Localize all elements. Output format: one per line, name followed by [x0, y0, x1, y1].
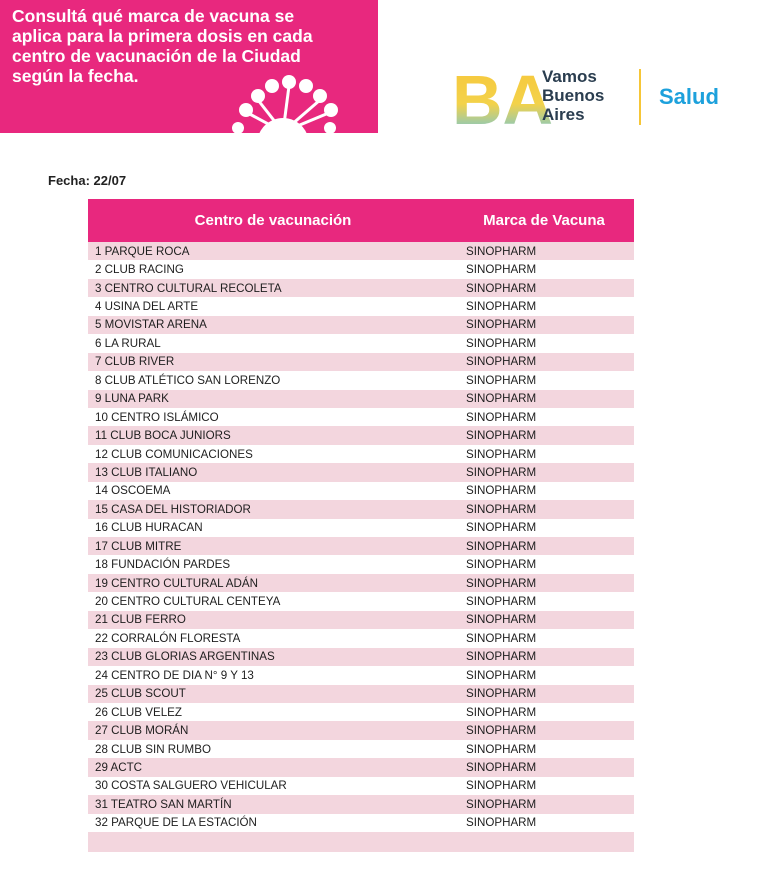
- cell-centro: 23 CLUB GLORIAS ARGENTINAS: [95, 650, 275, 664]
- table-row: [88, 445, 634, 463]
- cell-centro: 18 FUNDACIÓN PARDES: [95, 558, 231, 572]
- info-banner: [0, 0, 378, 133]
- cell-centro: 29 ACTC: [95, 760, 143, 774]
- cell-centro: 9 LUNA PARK: [95, 392, 169, 406]
- logo-word-buenos: Buenos: [542, 86, 605, 105]
- cell-centro: 14 OSCOEMA: [95, 484, 171, 498]
- cell-marca: SINOPHARM: [466, 687, 537, 701]
- cell-centro: 10 CENTRO ISLÁMICO: [95, 410, 219, 424]
- cell-marca: SINOPHARM: [466, 355, 537, 369]
- cell-marca: SINOPHARM: [466, 760, 537, 774]
- header-centro: Centro de vacunación: [194, 212, 352, 229]
- cell-marca: SINOPHARM: [466, 465, 537, 479]
- cell-centro: 27 CLUB MORÁN: [95, 724, 189, 738]
- table-row: [88, 500, 634, 518]
- cell-centro: 30 COSTA SALGUERO VEHICULAR: [95, 779, 287, 793]
- cell-centro: 11 CLUB BOCA JUNIORS: [95, 429, 231, 443]
- table-row: [88, 334, 634, 352]
- table-row: [88, 666, 634, 684]
- cell-centro: 6 LA RURAL: [95, 336, 161, 350]
- cell-centro: 17 CLUB MITRE: [95, 539, 182, 553]
- table-row: [88, 426, 634, 444]
- cell-centro: 1 PARQUE ROCA: [95, 244, 190, 258]
- table-row: [88, 740, 634, 758]
- ba-logo-mark: [452, 61, 554, 139]
- table-row: [88, 777, 634, 795]
- cell-marca: SINOPHARM: [466, 558, 537, 572]
- table-body: [88, 242, 634, 832]
- cell-centro: 16 CLUB HURACAN: [95, 521, 203, 535]
- cell-centro: 12 CLUB COMUNICACIONES: [95, 447, 253, 461]
- cell-marca: SINOPHARM: [466, 521, 537, 535]
- cell-marca: SINOPHARM: [466, 724, 537, 738]
- cell-centro: 8 CLUB ATLÉTICO SAN LORENZO: [95, 373, 281, 387]
- table-row: [88, 758, 634, 776]
- cell-marca: SINOPHARM: [466, 595, 537, 609]
- cell-marca: SINOPHARM: [466, 281, 537, 295]
- cell-centro: 19 CENTRO CULTURAL ADÁN: [95, 576, 258, 590]
- table-row: [88, 390, 634, 408]
- cell-marca: SINOPHARM: [466, 539, 537, 553]
- table-row: [88, 721, 634, 739]
- table-row: [88, 371, 634, 389]
- cell-centro: 21 CLUB FERRO: [95, 613, 186, 627]
- table-row: [88, 703, 634, 721]
- cell-marca: SINOPHARM: [466, 705, 537, 719]
- table-row: [88, 611, 634, 629]
- table-row: [88, 537, 634, 555]
- cell-centro: 22 CORRALÓN FLORESTA: [95, 631, 241, 645]
- table-row: [88, 592, 634, 610]
- table-row: [88, 353, 634, 371]
- cell-centro: 2 CLUB RACING: [95, 263, 184, 277]
- table-row: [88, 408, 634, 426]
- table-row: [88, 316, 634, 334]
- table-row: [88, 242, 634, 260]
- cell-marca: SINOPHARM: [466, 779, 537, 793]
- cell-marca: SINOPHARM: [466, 650, 537, 664]
- cell-marca: SINOPHARM: [466, 613, 537, 627]
- table-row: [88, 629, 634, 647]
- cell-centro: 13 CLUB ITALIANO: [95, 465, 198, 479]
- cell-centro: 31 TEATRO SAN MARTÍN: [95, 797, 232, 811]
- ba-logo-letters: BA: [452, 61, 554, 139]
- cell-centro: 32 PARQUE DE LA ESTACIÓN: [95, 816, 257, 830]
- banner-text: Consultá qué marca de vacuna se aplica para la primera dosis en cada centro de vacunación de la Ciudad según la fecha.: [12, 6, 313, 86]
- cell-centro: 4 USINA DEL ARTE: [95, 300, 199, 314]
- cell-marca: SINOPHARM: [466, 244, 537, 258]
- table-empty-row: [88, 832, 634, 852]
- table-row: [88, 648, 634, 666]
- cell-marca: SINOPHARM: [466, 668, 537, 682]
- table-row: [88, 685, 634, 703]
- table-row: [88, 519, 634, 537]
- cell-marca: SINOPHARM: [466, 300, 537, 314]
- table-header: [88, 199, 634, 242]
- logo-salud: Salud: [659, 84, 719, 109]
- cell-centro: 3 CENTRO CULTURAL RECOLETA: [95, 281, 282, 295]
- cell-centro: 28 CLUB SIN RUMBO: [95, 742, 211, 756]
- cell-marca: SINOPHARM: [466, 484, 537, 498]
- vaccination-table: [88, 199, 634, 852]
- cell-centro: 26 CLUB VELEZ: [95, 705, 182, 719]
- cell-marca: SINOPHARM: [466, 429, 537, 443]
- table-row: [88, 463, 634, 481]
- date-label: Fecha: 22/07: [48, 173, 127, 188]
- table-row: [88, 482, 634, 500]
- cell-centro: 24 CENTRO DE DIA N° 9 Y 13: [95, 668, 254, 682]
- table-row: [88, 795, 634, 813]
- table-row: [88, 814, 634, 832]
- cell-marca: SINOPHARM: [466, 410, 537, 424]
- table-row: [88, 279, 634, 297]
- cell-centro: 7 CLUB RIVER: [95, 355, 175, 369]
- cell-marca: SINOPHARM: [466, 797, 537, 811]
- cell-marca: SINOPHARM: [466, 502, 537, 516]
- cell-marca: SINOPHARM: [466, 742, 537, 756]
- logo-word-vamos: Vamos: [542, 67, 597, 86]
- cell-marca: SINOPHARM: [466, 576, 537, 590]
- cell-centro: 5 MOVISTAR ARENA: [95, 318, 207, 332]
- table-row: [88, 260, 634, 278]
- cell-marca: SINOPHARM: [466, 263, 537, 277]
- ba-logo: [452, 61, 732, 139]
- cell-marca: SINOPHARM: [466, 392, 537, 406]
- cell-centro: 15 CASA DEL HISTORIADOR: [95, 502, 251, 516]
- cell-marca: SINOPHARM: [466, 816, 537, 830]
- table-row: [88, 297, 634, 315]
- table-row: [88, 555, 634, 573]
- logo-words: [542, 67, 604, 124]
- cell-marca: SINOPHARM: [466, 631, 537, 645]
- cell-marca: SINOPHARM: [466, 447, 537, 461]
- cell-centro: 20 CENTRO CULTURAL CENTEYA: [95, 595, 281, 609]
- cell-marca: SINOPHARM: [466, 336, 537, 350]
- cell-centro: 25 CLUB SCOUT: [95, 687, 186, 701]
- header-marca: Marca de Vacuna: [483, 212, 605, 229]
- cell-marca: SINOPHARM: [466, 318, 537, 332]
- logo-divider: [639, 69, 641, 125]
- virus-icon: [218, 72, 348, 142]
- logo-word-aires: Aires: [542, 105, 585, 124]
- table-row: [88, 574, 634, 592]
- cell-marca: SINOPHARM: [466, 373, 537, 387]
